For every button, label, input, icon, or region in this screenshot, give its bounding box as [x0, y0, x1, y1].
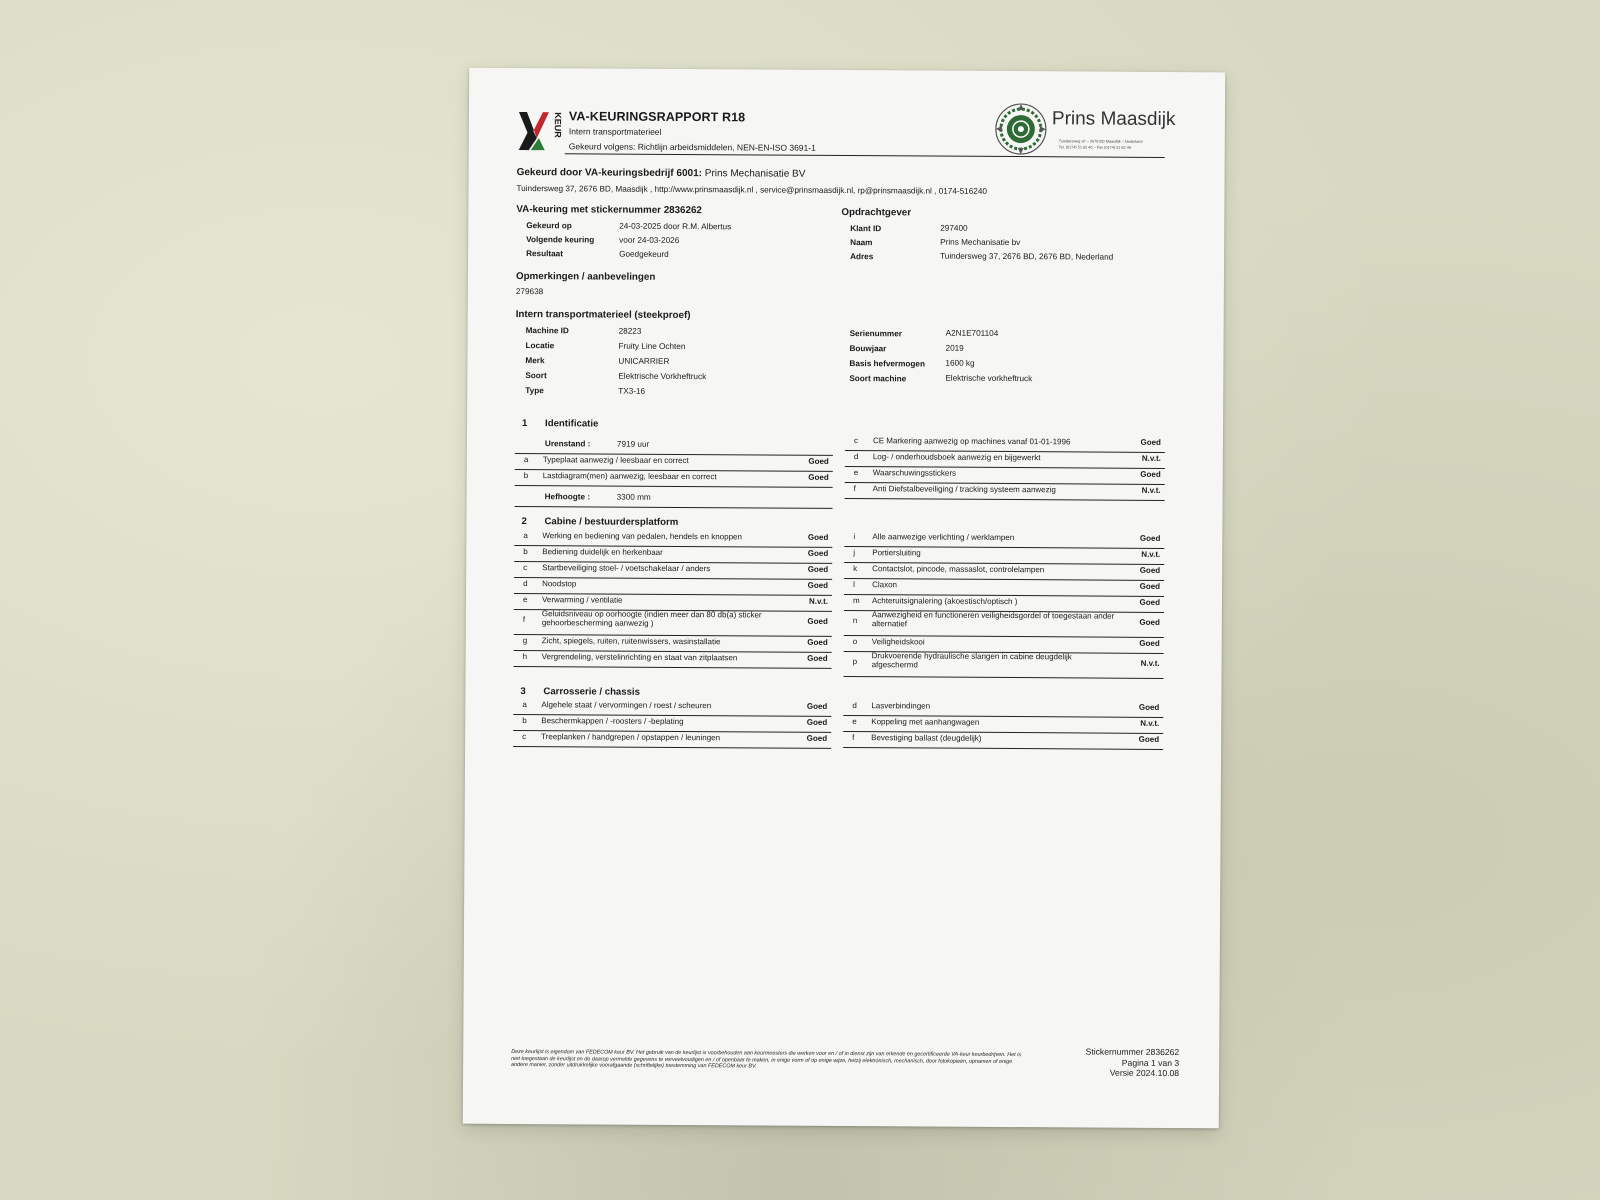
section-1-bottom-rule — [515, 506, 833, 509]
machine-value: 1600 kg — [945, 358, 975, 368]
check-description: Achteruitsignalering (akoestisch/optisch ) — [871, 596, 1018, 607]
machine-value: Fruity Line Ochten — [618, 341, 686, 352]
check-status: Goed — [806, 733, 828, 743]
check-description: Claxon — [872, 580, 898, 590]
inspector-company: Prins Mechanisatie BV — [704, 168, 806, 180]
check-letter: i — [853, 532, 856, 542]
check-status: N.v.t. — [1141, 453, 1161, 463]
check-status: N.v.t. — [1140, 658, 1160, 668]
footer-page-info — [1085, 1046, 1179, 1078]
check-status: Goed — [806, 701, 828, 711]
check-row — [844, 531, 1164, 549]
check-row — [845, 467, 1165, 485]
opmerkingen-heading: Opmerkingen / aanbevelingen — [515, 270, 656, 283]
check-status: Goed — [1140, 469, 1161, 479]
check-description: Veiligheidskooi — [871, 637, 925, 647]
check-status: Goed — [1138, 734, 1160, 744]
check-row — [513, 715, 831, 733]
opmerkingen-text: 279638 — [515, 286, 544, 297]
footer-sticker-number: Stickernummer 2836262 — [1085, 1046, 1180, 1058]
machine-key: Basis hefvermogen — [849, 359, 926, 369]
machine-value: Elektrische Vorkheftruck — [618, 371, 707, 382]
check-letter: c — [522, 732, 527, 742]
check-letter: n — [852, 616, 858, 626]
check-status: Goed — [1139, 565, 1161, 575]
urenstand-label: Urenstand : — [544, 439, 591, 449]
check-description: Koppeling met aanhangwagen — [871, 717, 980, 727]
inspector-label: Gekeurd door VA-keuringsbedrijf 6001: — [516, 166, 703, 180]
check-status: Goed — [807, 637, 828, 647]
check-description: Alle aanwezige verlichting / werklampen — [872, 532, 1015, 543]
urenstand-value: 7919 uur — [616, 439, 650, 449]
check-row — [844, 611, 1164, 638]
check-status: N.v.t. — [1141, 485, 1161, 495]
check-letter: e — [522, 595, 528, 605]
check-row — [515, 454, 833, 472]
check-description: Lastdiagram(men) aanwezig, leesbaar en correct — [542, 471, 717, 482]
check-row — [845, 451, 1165, 469]
check-description: Typeplaat aanwezig / leesbaar en correct — [542, 455, 689, 466]
check-letter: f — [852, 733, 855, 743]
check-row — [844, 579, 1164, 597]
hefhoogte-value: 3300 mm — [616, 492, 651, 502]
machine-heading: Intern transportmaterieel (steekproef) — [515, 308, 691, 322]
opdrachtgever-key: Naam — [850, 238, 873, 248]
check-description: Startbeveiliging stoel- / voetschakelaar / anders — [542, 563, 711, 574]
report-title: VA-KEURINGSRAPPORT R18 — [568, 109, 746, 125]
check-status: Goed — [808, 472, 829, 482]
check-letter: b — [522, 716, 527, 726]
footer-version: Versie 2024.10.08 — [1109, 1067, 1180, 1079]
machine-key: Soort — [525, 371, 547, 381]
check-description: Aanwezigheid en functioneren veiligheidsgordel of toegestaan ander alternatief — [871, 610, 1115, 629]
section-1-title: Identificatie — [545, 418, 599, 430]
check-status: Goed — [807, 548, 829, 558]
check-status: Goed — [1139, 581, 1161, 591]
check-status: Goed — [806, 717, 828, 727]
machine-value: 2019 — [945, 343, 964, 353]
opdrachtgever-key: Klant ID — [850, 224, 882, 234]
check-status: N.v.t. — [808, 596, 829, 606]
machine-value: UNICARRIER — [618, 356, 670, 366]
footer-disclaimer: Deze keurlijst is eigendom van FEDECOM keur BV. Het gebruik van de keurlijst is voorbehouden aan keurmeesters die werken voor en / of in dienst zijn van erkende en gecertificeerde VA-keur keurbedrijven. Het is niet toegestaan de keurlijst en de daarop vermelde gegevens te verveelvoudigen en / of openbaar te maken, in enige vorm of op enige wijze, hetzij elektronisch, mechanisch, door fotokopieën, opnamen of enige andere manier, zonder uitdrukkelijke voorafgaande (schriftelijke) toestemming van FEDECOM keur BV. — [511, 1048, 1022, 1070]
check-status: Goed — [807, 616, 828, 626]
check-description: Bevestiging ballast (deugdelijk) — [871, 733, 982, 743]
check-row — [845, 483, 1165, 501]
report-subtitle: Intern transportmaterieel — [568, 126, 662, 137]
check-status: Goed — [1138, 702, 1160, 712]
prins-maasdijk-logo-emblem — [994, 102, 1048, 156]
brand-address: Tuindersweg 37 – 2676 BD Maasdijk – Nederland — [1058, 139, 1143, 144]
keuring-key: Gekeurd op — [526, 221, 572, 231]
check-letter: l — [853, 580, 855, 590]
opdrachtgever-value: 297400 — [940, 223, 968, 233]
check-description: Bediening duidelijk en herkenbaar — [542, 547, 663, 557]
check-letter: a — [522, 700, 527, 710]
check-letter: b — [523, 471, 529, 481]
check-row — [514, 610, 832, 637]
opdrachtgever-value: Prins Mechanisatie bv — [940, 237, 1021, 248]
check-letter: m — [852, 596, 860, 606]
check-letter: f — [853, 484, 856, 494]
check-letter: h — [522, 652, 528, 662]
check-row — [513, 699, 831, 717]
check-letter: k — [853, 564, 858, 574]
machine-key: Type — [525, 386, 544, 396]
check-status: Goed — [807, 532, 829, 542]
check-row — [844, 547, 1164, 565]
check-description: Algehele staat / vervormingen / roest / scheuren — [541, 700, 712, 711]
check-description: Anti Diefstalbeveiliging / tracking systeem aanwezig — [872, 484, 1056, 495]
check-description: Beschermkappen / -roosters / -beplating — [541, 716, 684, 727]
check-description: Geluidsniveau op oorhoogte (indien meer dan 80 db(a) sticker gehoorbescherming aanwezig ) — [541, 609, 762, 628]
check-letter: g — [522, 636, 528, 646]
check-row — [845, 435, 1165, 453]
check-letter: d — [852, 701, 857, 711]
keuring-value: 24-03-2025 door R.M. Albertus — [619, 221, 732, 232]
machine-value: Elektrische vorkheftruck — [945, 373, 1033, 384]
machine-key: Merk — [525, 356, 545, 366]
check-row — [514, 546, 832, 564]
machine-key: Bouwjaar — [849, 344, 887, 354]
section-3-number: 3 — [520, 686, 526, 698]
check-description: Verwarming / ventilatie — [541, 595, 623, 605]
check-status: Goed — [1139, 617, 1160, 627]
check-letter: j — [853, 548, 856, 558]
check-letter: c — [523, 563, 528, 573]
check-row — [843, 716, 1163, 734]
inspection-report-page — [463, 68, 1225, 1129]
header-divider — [565, 153, 1165, 158]
check-row — [514, 635, 832, 653]
check-status: N.v.t. — [1141, 549, 1161, 559]
check-row — [513, 731, 831, 749]
machine-value: A2N1E701104 — [945, 328, 999, 338]
check-description: Noodstop — [542, 579, 577, 589]
check-status: Goed — [807, 653, 828, 663]
check-letter: a — [523, 531, 528, 541]
check-letter: d — [523, 579, 528, 589]
check-letter: d — [853, 452, 859, 462]
keuring-key: Volgende keuring — [526, 235, 595, 245]
check-status: Goed — [808, 456, 829, 466]
check-row — [843, 732, 1163, 750]
hefhoogte-label: Hefhoogte : — [544, 492, 591, 502]
check-row — [514, 530, 832, 548]
check-description: Drukvoerende hydraulische slangen in cabine deugdelijk afgeschermd — [871, 651, 1072, 670]
check-row — [514, 562, 832, 580]
keuring-key: Resultaat — [526, 249, 563, 259]
check-row — [514, 651, 832, 669]
check-description: Vergrendeling, verstelinrichting en staat van zitplaatsen — [541, 652, 738, 663]
check-status: Goed — [1139, 597, 1161, 607]
svg-text:KEUR: KEUR — [552, 112, 563, 138]
check-description: CE Markering aanwezig op machines vanaf 01-01-1996 — [872, 436, 1071, 447]
brand-name: Prins Maasdijk — [1051, 108, 1176, 131]
check-row — [844, 652, 1164, 679]
check-status: Goed — [1140, 437, 1161, 447]
check-description: Treeplanken / handgrepen / opstappen / leuningen — [541, 732, 721, 743]
check-row — [514, 578, 832, 596]
machine-key: Machine ID — [525, 326, 569, 336]
va-keur-logo — [517, 108, 561, 152]
machine-key: Soort machine — [849, 374, 907, 384]
keuring-value: voor 24-03-2026 — [619, 235, 680, 245]
brand-phone: Tel. (0174) 51 62 40 – Fax (0174) 51 62 49 — [1058, 145, 1131, 150]
check-row — [844, 563, 1164, 581]
check-description: Werking en bediening van pedalen, hendels en knoppen — [542, 531, 742, 542]
check-row — [515, 470, 833, 488]
check-description: Zicht, spiegels, ruiten, ruitenwissers, wasinstallatie — [541, 636, 721, 647]
section-2-title: Cabine / bestuurdersplatform — [544, 516, 679, 528]
inspector-line — [517, 167, 806, 180]
machine-value: 28223 — [618, 326, 642, 336]
check-description: Contactslot, pincode, massaslot, controlelampen — [872, 564, 1045, 575]
section-2-number: 2 — [521, 516, 527, 528]
report-standard: Gekeurd volgens: Richtlijn arbeidsmiddelen, NEN-EN-ISO 3691-1 — [568, 141, 816, 153]
check-row — [843, 700, 1163, 718]
check-description: Waarschuwingsstickers — [872, 468, 957, 478]
check-description: Log- / onderhoudsboek aanwezig en bijgewerkt — [872, 452, 1041, 463]
keuring-value: Goedgekeurd — [619, 249, 669, 259]
opdrachtgever-heading: Opdrachtgever — [841, 206, 912, 219]
check-letter: e — [853, 468, 859, 478]
check-description: Lasverbindingen — [871, 701, 931, 711]
check-status: N.v.t. — [1140, 718, 1160, 728]
check-status: Goed — [807, 580, 829, 590]
check-description: Portiersluiting — [872, 548, 921, 558]
opdrachtgever-value: Tuindersweg 37, 2676 BD, 2676 BD, Nederland — [940, 251, 1114, 262]
machine-key: Serienummer — [849, 329, 902, 339]
inspector-contact: Tuindersweg 37, 2676 BD, Maasdijk , http://www.prinsmaasdijk.nl , service@prinsmaasdijk.nl, rp@prinsmaasdijk.nl , 0174-516240 — [516, 183, 987, 196]
check-letter: o — [852, 637, 858, 647]
machine-value: TX3-16 — [618, 386, 646, 396]
check-letter: e — [852, 717, 857, 727]
check-letter: a — [523, 455, 529, 465]
machine-key: Locatie — [525, 341, 555, 351]
keuring-heading: VA-keuring met stickernummer 2836262 — [516, 203, 702, 217]
opdrachtgever-key: Adres — [850, 252, 874, 262]
footer-page-number: Pagina 1 van 3 — [1121, 1057, 1180, 1068]
check-status: Goed — [1139, 638, 1160, 648]
check-status: Goed — [1139, 533, 1161, 543]
check-letter: c — [853, 436, 858, 446]
check-letter: f — [522, 615, 526, 625]
section-1-number: 1 — [522, 418, 528, 430]
section-3-title: Carrosserie / chassis — [543, 686, 641, 698]
check-letter: b — [523, 547, 528, 557]
check-status: Goed — [807, 564, 829, 574]
check-letter: p — [852, 657, 858, 667]
